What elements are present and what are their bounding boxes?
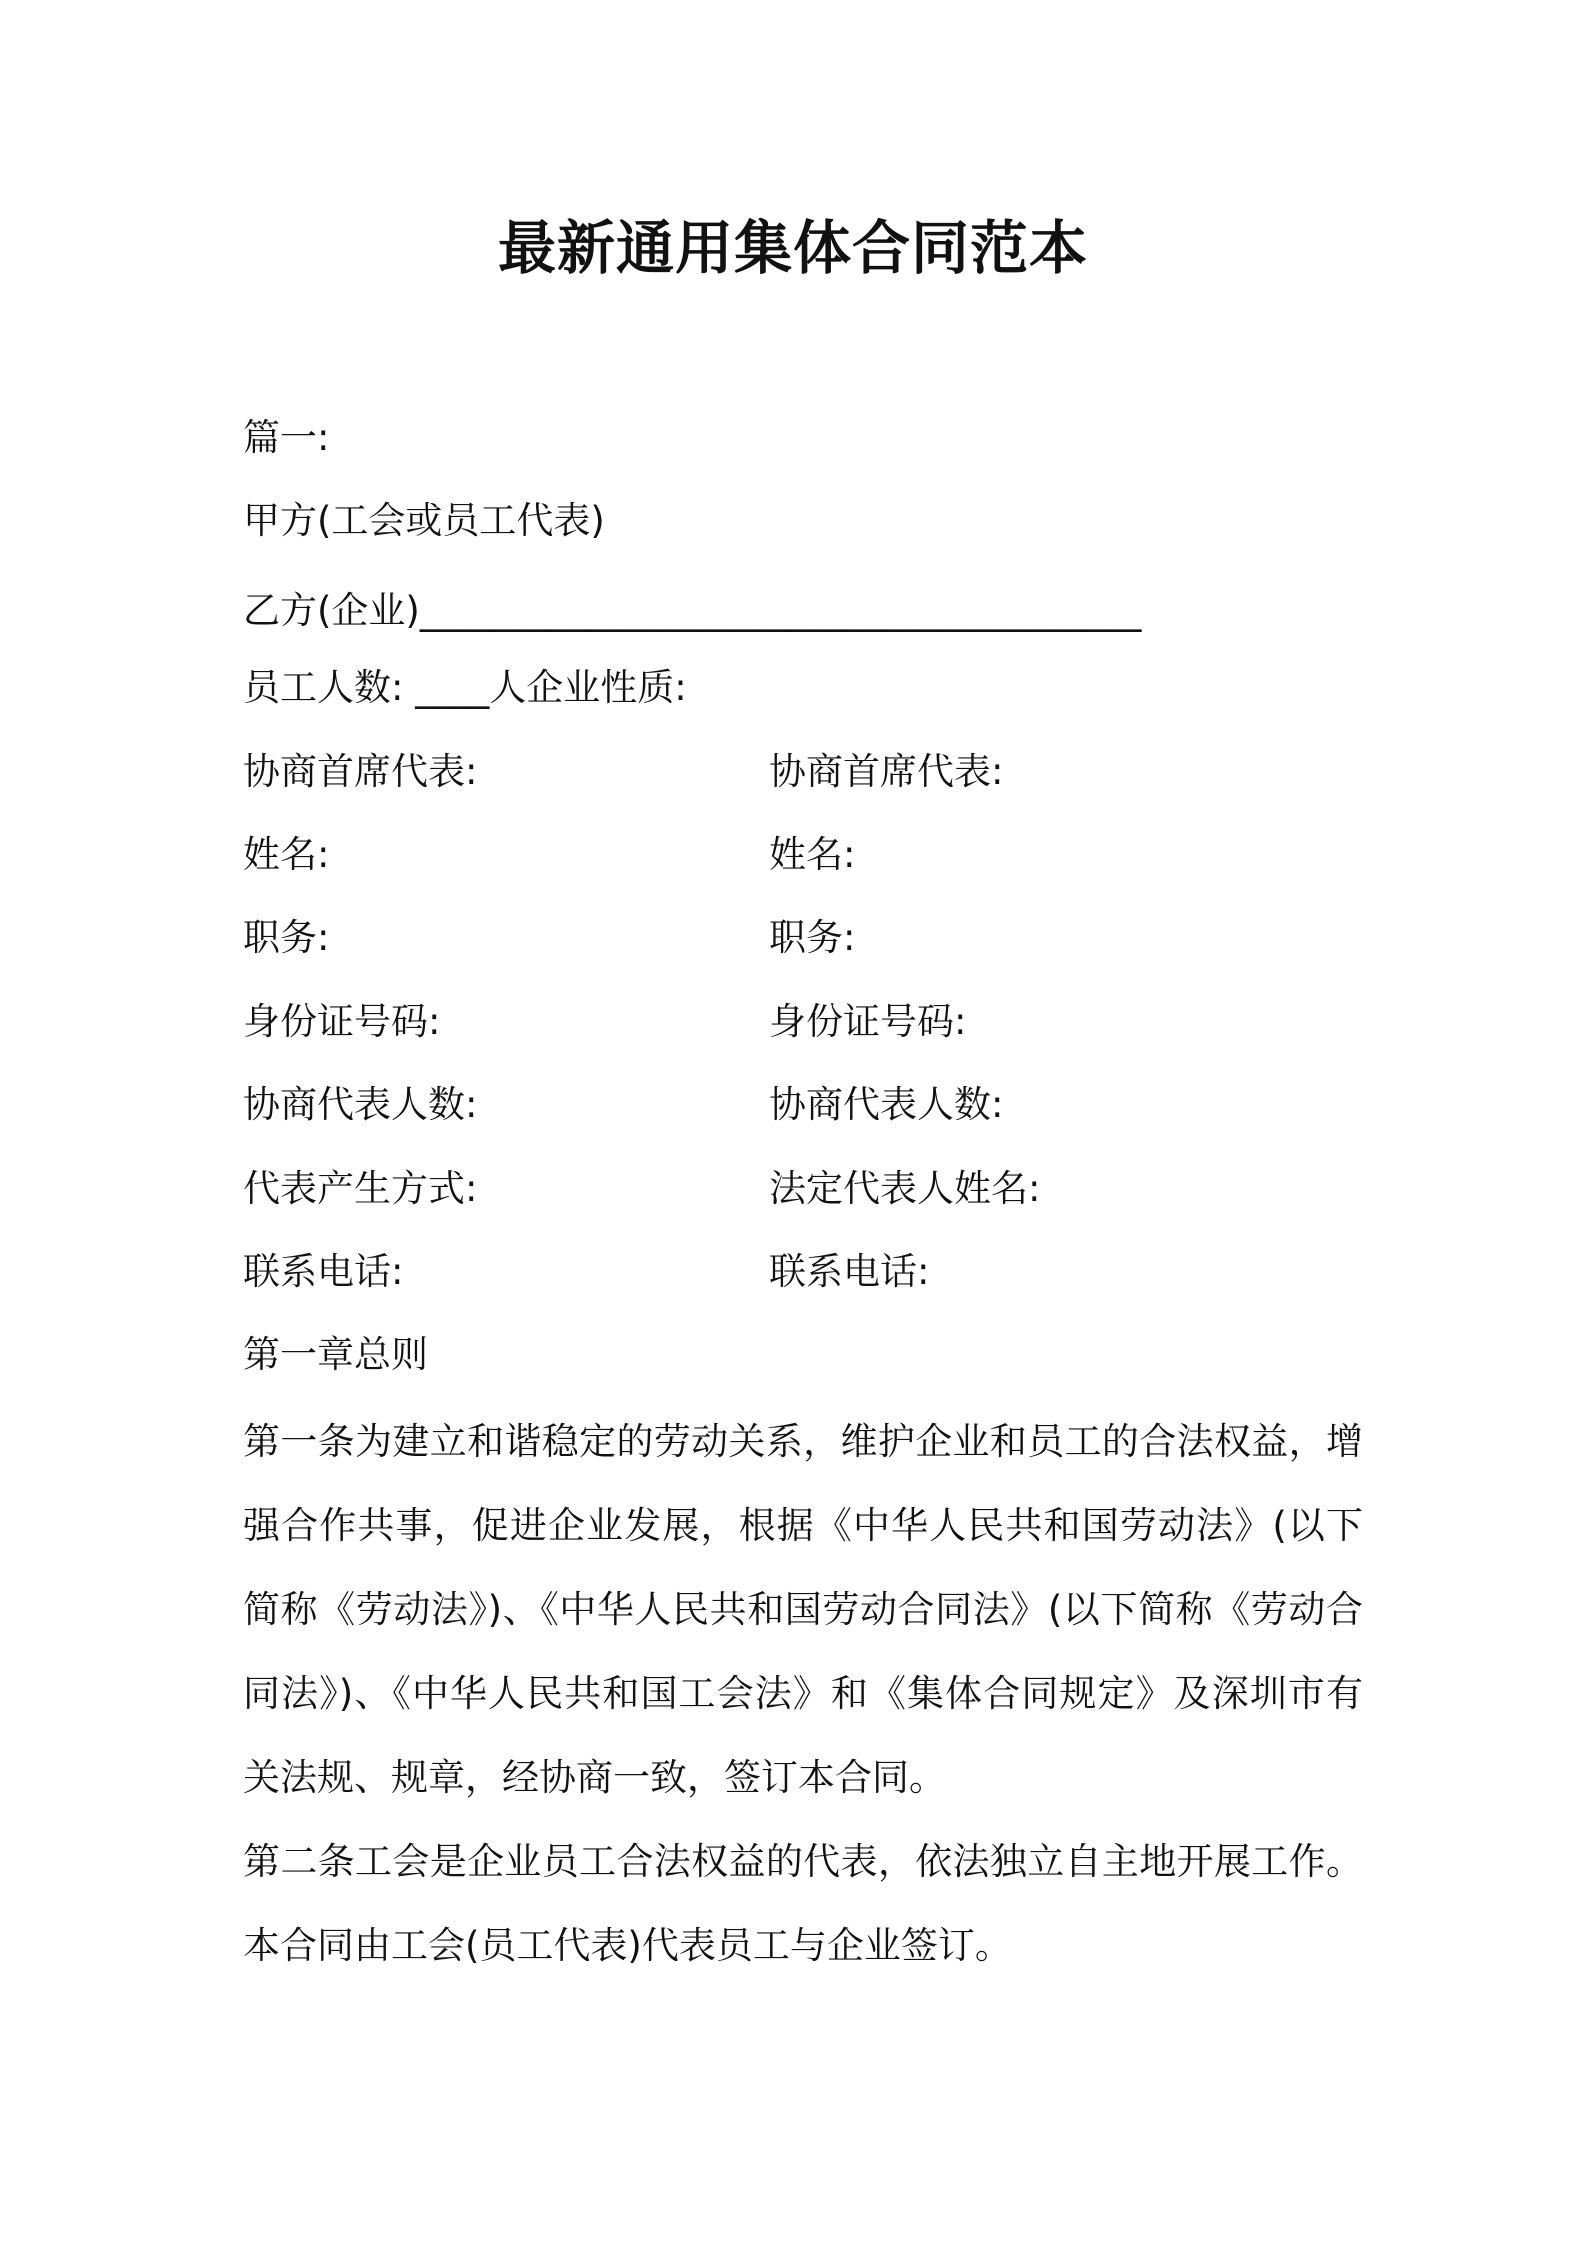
document-title: 最新通用集体合同范本 <box>497 214 1088 282</box>
field-row <box>243 913 856 963</box>
section-heading: 篇一: <box>243 416 330 459</box>
field-label-left: 姓名: <box>243 833 330 876</box>
field-label-left: 代表产生方式: <box>243 1167 478 1210</box>
staff-count-line: 员工人数: ____人企业性质: <box>243 666 687 709</box>
field-label-right: 联系电话: <box>769 1250 930 1293</box>
field-row <box>243 997 967 1047</box>
party-a-line: 甲方(工会或员工代表) <box>243 499 605 542</box>
field-row <box>243 830 856 880</box>
field-row <box>243 1247 930 1297</box>
chapter-heading: 第一章总则 <box>243 1333 428 1376</box>
article-1-paragraph: 第一条为建立和谐稳定的劳动关系，维护企业和员工的合法权益，增强合作共事，促进企业发展，根据《中华人民共和国劳动法》(以下简称《劳动法》)、《中华人民共和国劳动合同法》(以下简称《劳动合同法》)、《中华人民共和国工会法》和《集体合同规定》及深圳市有关法规、规章，经协商一致，签订本合同。 <box>243 1420 1363 1799</box>
field-label-right: 职务: <box>769 916 856 959</box>
field-label-right: 协商首席代表: <box>769 750 1004 793</box>
field-label-right: 法定代表人姓名: <box>769 1167 1041 1210</box>
party-b-line: 乙方(企业)_______________________________________ <box>243 589 1142 632</box>
field-label-left: 身份证号码: <box>243 1000 441 1043</box>
article-2-paragraph: 第二条工会是企业员工合法权益的代表，依法独立自主地开展工作。本合同由工会(员工代表)代表员工与企业签订。 <box>243 1840 1363 1967</box>
field-row <box>243 1164 1041 1214</box>
field-label-left: 联系电话: <box>243 1250 404 1293</box>
field-label-left: 协商代表人数: <box>243 1083 478 1126</box>
field-label-right: 协商代表人数: <box>769 1083 1004 1126</box>
field-label-left: 职务: <box>243 916 330 959</box>
field-label-right: 姓名: <box>769 833 856 876</box>
field-row <box>243 747 1004 797</box>
field-row <box>243 1080 1004 1130</box>
field-label-right: 身份证号码: <box>769 1000 967 1043</box>
field-label-left: 协商首席代表: <box>243 750 478 793</box>
